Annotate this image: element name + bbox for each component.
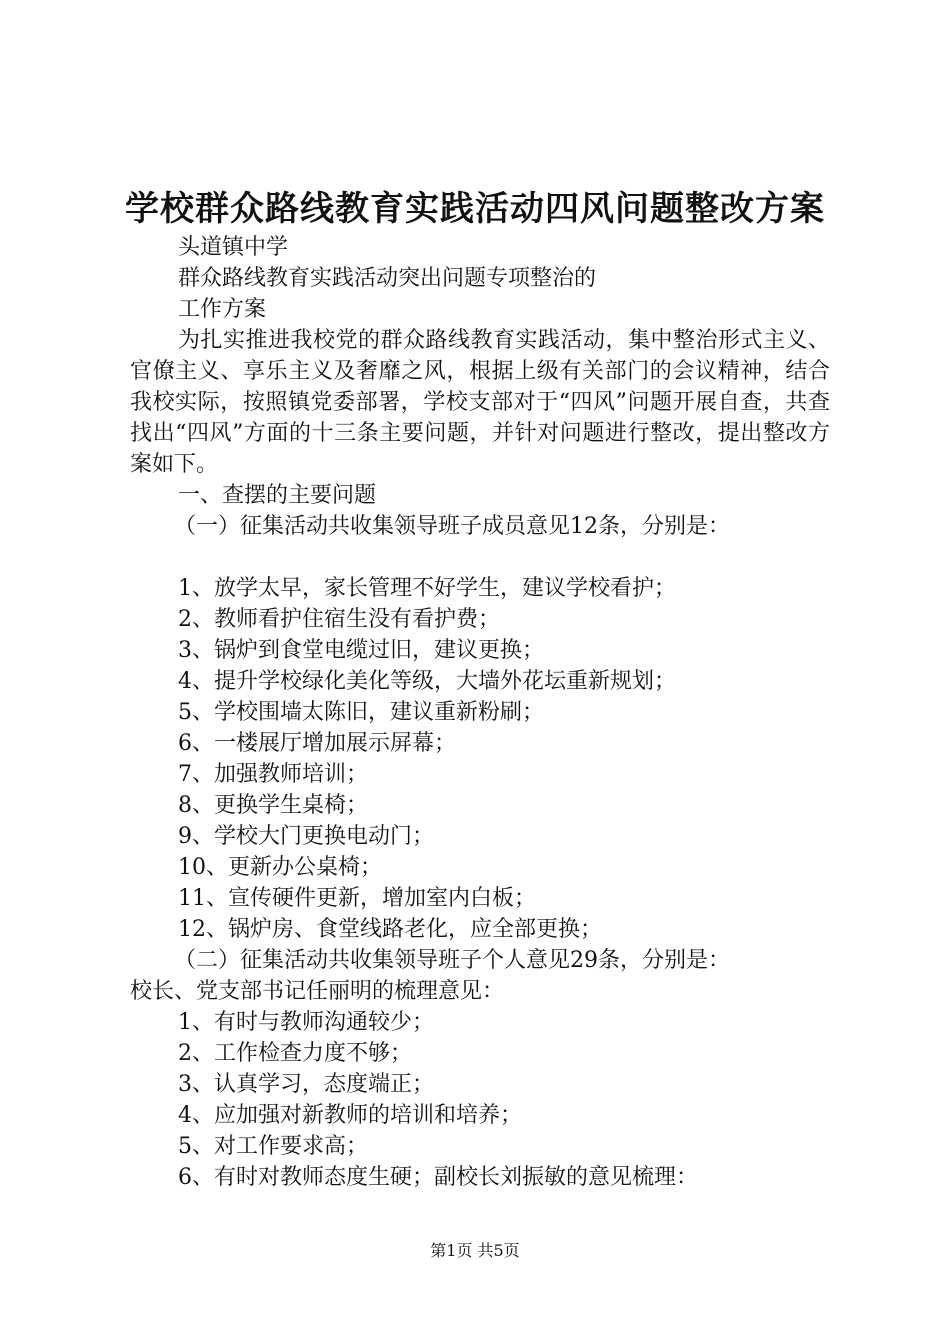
- subsection-heading-2: （二）征集活动共收集领导班子个人意见29条，分别是：: [174, 948, 730, 973]
- list-item: 2、工作检查力度不够；: [178, 1041, 412, 1066]
- document-body: [130, 232, 830, 1193]
- intro-paragraph: 为扎实推进我校党的群众路线教育实践活动，集中整治形式主义、官僚主义、享乐主义及奢靡之风，根据上级有关部门的会议精神，结合我校实际，按照镇党委部署，学校支部对于“四风”问题开展自查，共查找出“四风”方面的十三条主要问题，并针对问题进行整改，提出整改方案如下。: [130, 328, 830, 477]
- section-heading-1: 一、查摆的主要问题: [178, 483, 377, 508]
- list-item: 5、学校围墙太陈旧，建议重新粉刷；: [178, 700, 544, 725]
- list-item: 4、提升学校绿化美化等级，大墙外花坛重新规划；: [178, 669, 676, 694]
- heading-line-1: 群众路线教育实践活动突出问题专项整治的: [178, 266, 597, 291]
- list-item: 10、更新办公桌椅；: [178, 855, 382, 880]
- list-item: 1、放学太早，家长管理不好学生，建议学校看护；: [178, 576, 676, 601]
- subsection-heading-1: （一）征集活动共收集领导班子成员意见12条，分别是：: [174, 514, 730, 539]
- list-item: 4、应加强对新教师的培训和培养；: [178, 1103, 522, 1128]
- list-item: 5、对工作要求高；: [178, 1134, 368, 1159]
- document-title: 学校群众路线教育实践活动四风问题整改方案: [125, 189, 825, 229]
- school-name: 头道镇中学: [178, 235, 289, 260]
- list-item: 7、加强教师培训；: [178, 762, 368, 787]
- list-item: 3、认真学习，态度端正；: [178, 1072, 434, 1097]
- list-item: 6、有时对教师态度生硬；副校长刘振敏的意见梳理：: [178, 1165, 698, 1190]
- list-item: 6、一楼展厅增加展示屏幕；: [178, 731, 456, 756]
- heading-line-2: 工作方案: [178, 297, 267, 322]
- principal-opinion-heading: 校长、党支部书记任丽明的梳理意见：: [130, 979, 505, 1004]
- list-item: 8、更换学生桌椅；: [178, 793, 368, 818]
- page-footer: 第1页 共5页: [430, 1241, 520, 1260]
- list-item: 1、有时与教师沟通较少；: [178, 1010, 434, 1035]
- list-item: 3、锅炉到食堂电缆过旧，建议更换；: [178, 638, 544, 663]
- opinion-list-2: [130, 1007, 830, 1193]
- list-item: 9、学校大门更换电动门；: [178, 824, 434, 849]
- list-item: 2、教师看护住宿生没有看护费；: [178, 607, 500, 632]
- list-item: 12、锅炉房、食堂线路老化，应全部更换；: [178, 917, 602, 942]
- list-item: 11、宣传硬件更新，增加室内白板；: [178, 886, 536, 911]
- blank-line: [130, 542, 830, 573]
- opinion-list-1: [130, 573, 830, 945]
